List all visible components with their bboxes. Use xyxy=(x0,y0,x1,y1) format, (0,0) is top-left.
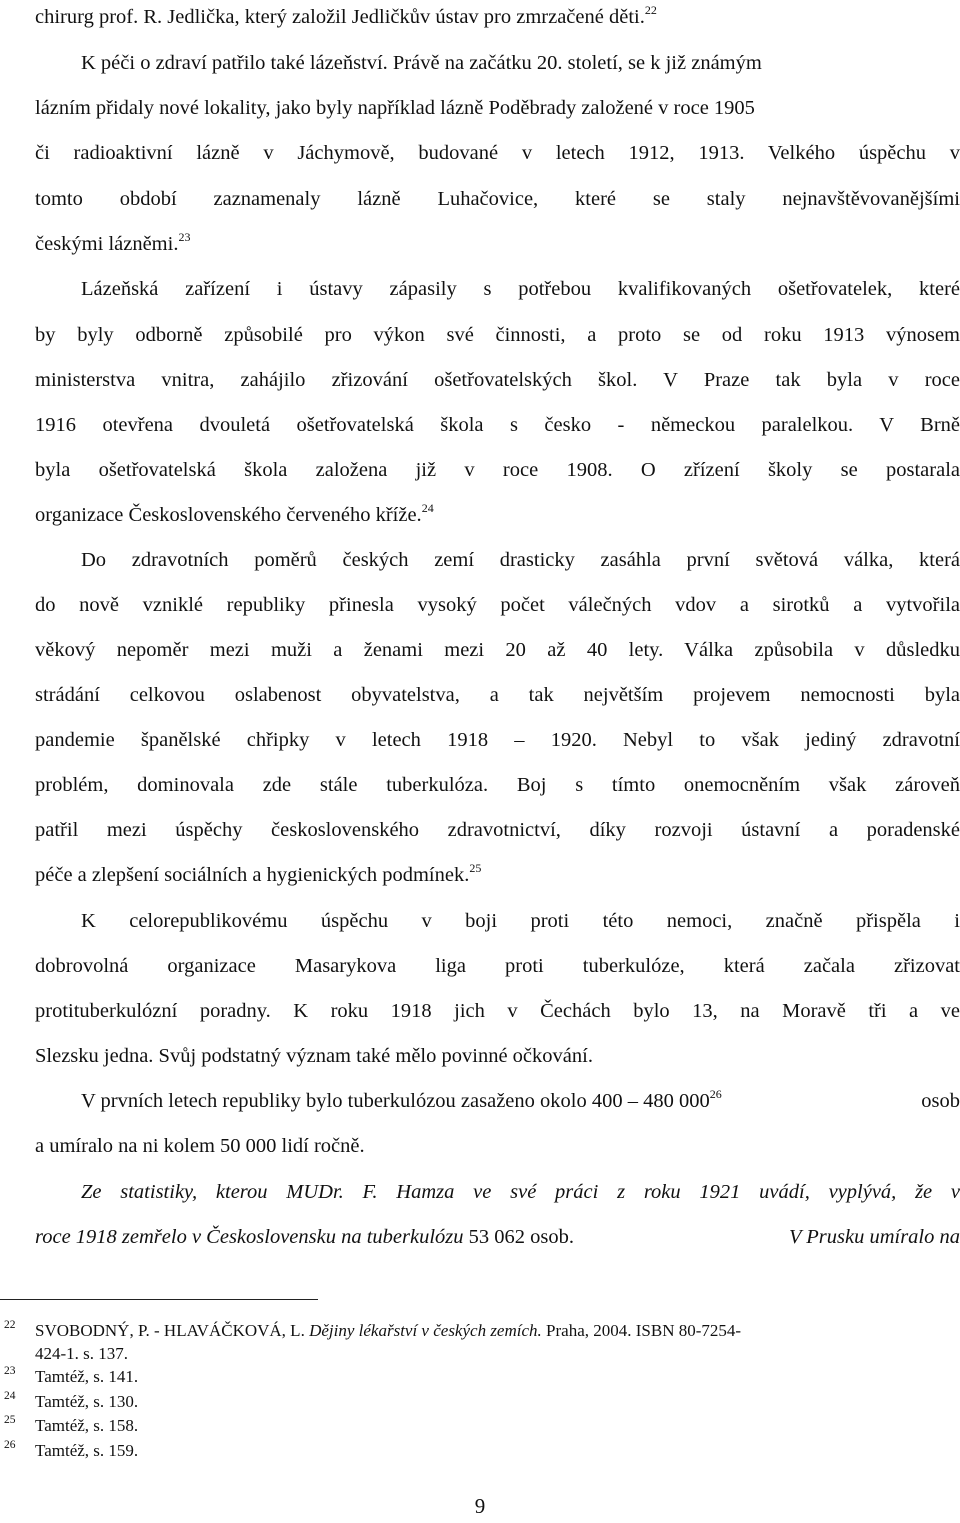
body-line: Lázeňská zařízení i ústavy zápasily s potřebou kvalifikovaných ošetřovatelek, které xyxy=(81,278,960,300)
body-line: 1916 otevřena dvouletá ošetřovatelská škola s česko - německou paralelkou. V Brně xyxy=(35,414,960,436)
footnote-ref: 24 xyxy=(421,501,434,515)
body-line: roce 1918 zemřelo v Československu na tuberkulózu 53 062 osob. V Prusku umíralo na xyxy=(35,1226,960,1248)
body-line: dobrovolná organizace Masarykova liga proti tuberkulóze, která začala zřizovat xyxy=(35,955,960,977)
body-line: V prvních letech republiky bylo tuberkulózou zasaženo okolo 400 – 480 $000^{26}$ osob xyxy=(81,1087,960,1112)
body-line: protituberkulózní poradny. K roku 1918 jich v Čechách bylo 13, na Moravě tři a ve xyxy=(35,1000,960,1022)
body-line: by byly odborně způsobilé pro výkon své činnosti, a proto se od roku 1913 výnosem xyxy=(35,324,960,346)
body-line: strádání celkovou oslabenost obyvatelstva, a tak největším projevem nemocnosti byla xyxy=(35,684,960,706)
footnote-ref: 22 xyxy=(644,3,657,17)
body-line: tomto období zaznamenaly lázně Luhačovice, které se staly nejnavštěvovanějšími xyxy=(35,188,960,210)
body-line: organizace Československého červeného kříže.$^{24}$ xyxy=(35,501,434,526)
body-line: K péči o zdraví patřilo také lázeňství. Právě na začátku 20. století, se k již známým xyxy=(81,52,762,74)
body-line: a umíralo na ni kolem 50 000 lidí ročně. xyxy=(35,1135,365,1157)
body-line: Ze statistiky, kterou MUDr. F. Hamza ve své práci z roku 1921 uvádí, vyplývá, že v xyxy=(81,1181,960,1203)
body-line: patřil mezi úspěchy československého zdravotnictví, díky rozvoji ústavní a poradenské xyxy=(35,819,960,841)
body-line: problém, dominovala zde stále tuberkulóza. Boj s tímto onemocněním však zároveň xyxy=(35,774,960,796)
body-line: do nově vzniklé republiky přinesla vysoký počet válečných vdov a sirotků a vytvořila xyxy=(35,594,960,616)
footnote-ref: 23 xyxy=(178,230,191,244)
body-line: lázním přidaly nové lokality, jako byly například lázně Poděbrady založené v roce 1905 xyxy=(35,97,755,119)
footnote-separator xyxy=(0,1299,318,1300)
body-line: pandemie španělské chřipky v letech 1918 – 1920. Nebyl to však jediný zdravotní xyxy=(35,729,960,751)
body-line: Slezsku jedna. Svůj podstatný význam také mělo povinné očkování. xyxy=(35,1045,593,1067)
body-line: ministerstva vnitra, zahájilo zřizování ošetřovatelských škol. V Praze tak byla v roce xyxy=(35,369,960,391)
body-line: K celorepublikovému úspěchu v boji proti této nemoci, značně přispěla i xyxy=(81,910,960,932)
body-line: Do zdravotních poměrů českých zemí drasticky zasáhla první světová válka, která xyxy=(81,549,960,571)
body-line: věkový nepoměr mezi muži a ženami mezi 20 až 40 lety. Válka způsobila v důsledku xyxy=(35,639,960,661)
page-number: 9 xyxy=(474,1494,486,1518)
footnote-ref: 25 xyxy=(469,861,482,875)
footnote-ref: 26 xyxy=(709,1087,722,1101)
body-line: chirurg prof. R. Jedlička, který založil Jedličkův ústav pro zmrzačené děti.$^{22}$ xyxy=(35,3,657,28)
body-line: či radioaktivní lázně v Jáchymově, budované v letech 1912, 1913. Velkého úspěchu v xyxy=(35,142,960,164)
body-line: péče a zlepšení sociálních a hygienických podmínek.$^{25}$ xyxy=(35,861,482,886)
body-line: českými lázněmi.$^{23}$ xyxy=(35,230,191,255)
body-line: byla ošetřovatelská škola založena již v roce 1908. O zřízení školy se postarala xyxy=(35,459,960,481)
